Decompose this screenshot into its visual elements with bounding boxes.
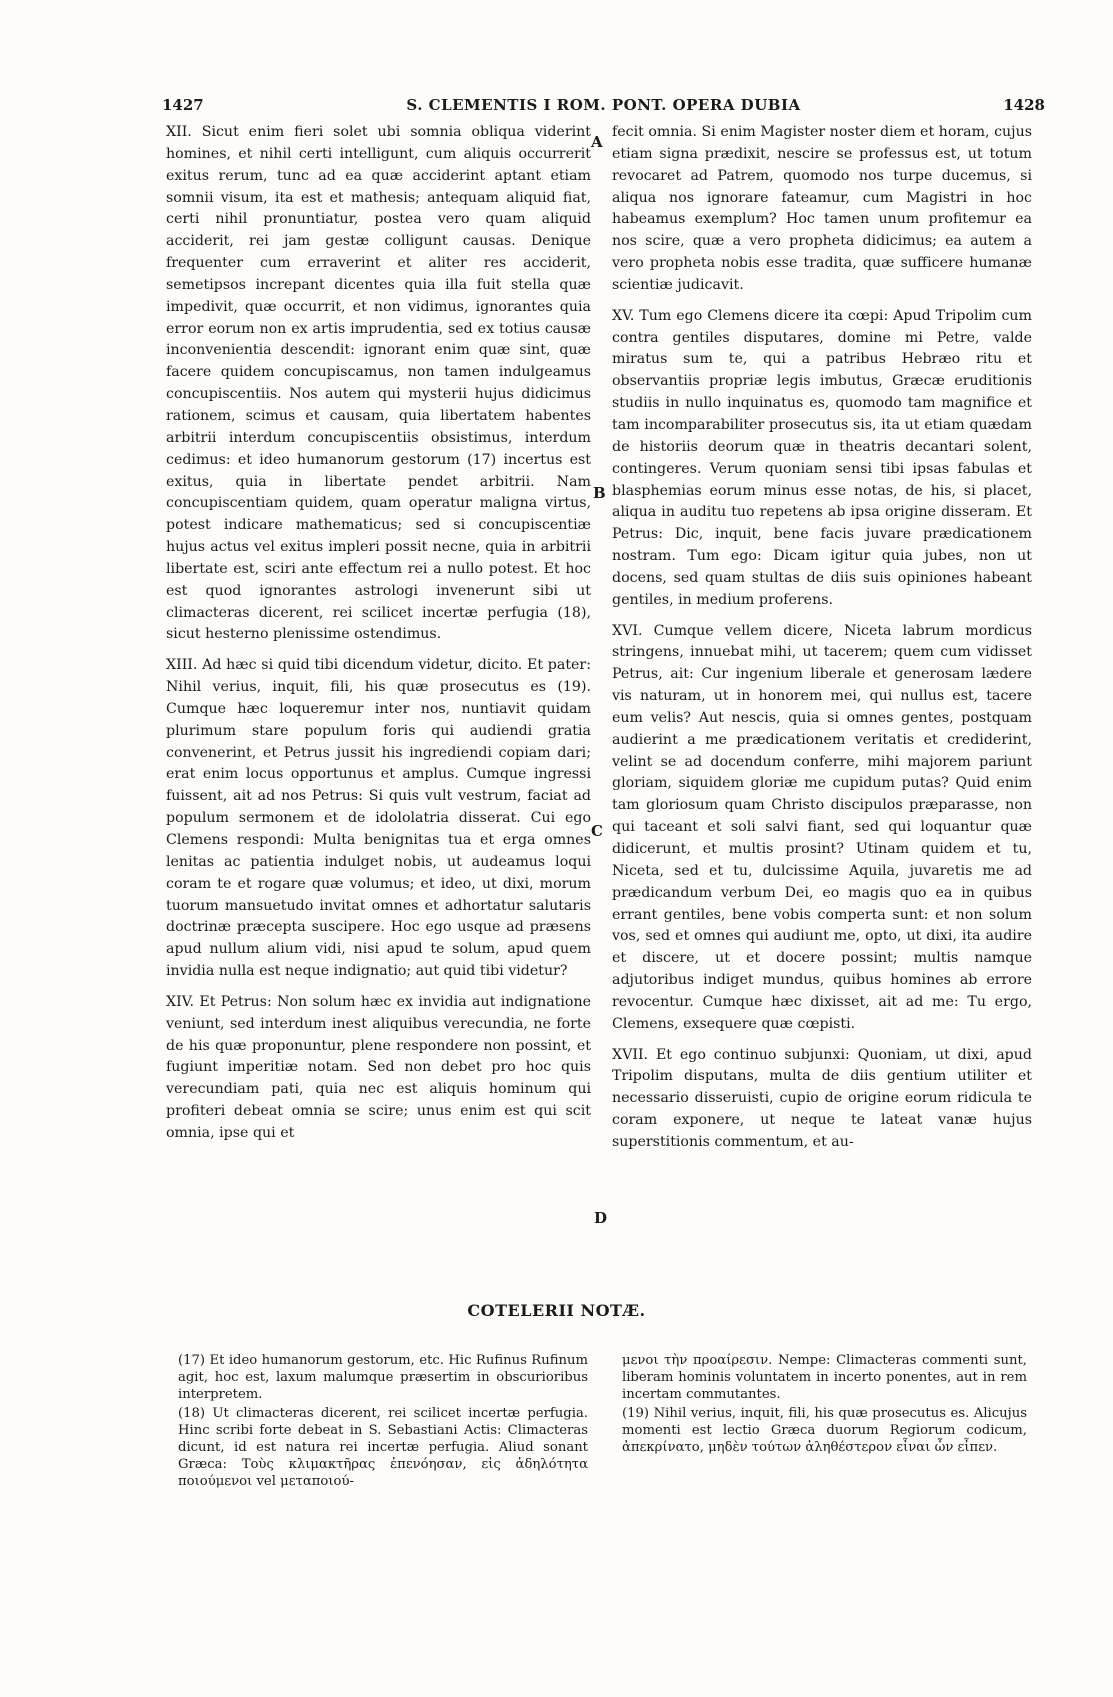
left-column bbox=[166, 122, 591, 1145]
section-xii: XII. Sicut enim fieri solet ubi somnia obliqua viderint homines, et nihil certi intelligunt, cum aliquis occurrerit exitus rerum, tunc ad ea quæ acciderint aptant etiam somnii visum, ita est et mathesis; antequam aliquid fiat, certi nihil pronuntiatur, postea vero quam aliquid acciderit, rei jam gestæ colligunt causas. Denique frequenter cum erraverint et aliter res acciderit, semetipsos increpant dicentes quia illa fuit stella quæ impedivit, quæ occurrit, et non vidimus, ignorantes quia error eorum non ex artis imprudentia, sed ex totius causæ inconvenientia descendit: ignorant enim quæ sint, quæ facere quidem concupiscamus, non tamen indulgeamus concupiscentiis. Nos autem qui mysterii hujus didicimus rationem, scimus et causam, quia libertatem habentes arbitrii interdum concupiscentiis obsistimus, interdum cedimus: et ideo humanorum gestorum (17) incertus est exitus, quia in libertate pendet arbitrii. Nam concupiscentiam quidem, quam operatur maligna virtus, potest indicare mathematicus; sed si concupiscentiæ hujus actus vel exitus impleri possit necne, quia in arbitrii libertate est, sciri ante effectum rei a nullo potest. Et hoc est quod ignorantes astrologi invenerunt sibi ut climacteras dicerent, rei scilicet incertæ perfugia (18), sicut hesterno plenissime ostendimus. bbox=[166, 124, 591, 643]
left-column-number: 1427 bbox=[162, 96, 204, 114]
section-xiv: XIV. Et Petrus: Non solum hæc ex invidia aut indignatione veniunt, sed interdum inest aliquibus verecundia, ne forte de his quæ proponuntur, plene respondere non possint, et fugiunt imperitiæ notam. Sed non debet pro hoc quis verecundiam pati, quia nec est aliquis hominum qui profiteri debeat omnia se scire; unus enim est qui scit omnia, ipse qui et bbox=[166, 993, 591, 1141]
margin-letter-b: B bbox=[593, 484, 606, 502]
note-18: (18) Ut climacteras dicerent, rei scilicet incertæ perfugia. Hinc scribi forte debeat in S. Sebastiani Actis: Climacteras dicunt, id est natura rei incertæ perfugia. Aliud sonant Græca: Τοὺς κλιμακτῆρας ἐπενόησαν, εἰς ἀδηλότητα ποιούμενοι vel μεταποιού- bbox=[178, 1406, 588, 1489]
note-18-continued: μενοι τὴν προαίρεσιν. Nempe: Climacteras commenti sunt, liberam hominis voluntatem in incerto ponentes, aut in rem incertam commutantes. bbox=[622, 1353, 1027, 1402]
section-xvi: XVI. Cumque vellem dicere, Niceta labrum mordicus stringens, innuebat mihi, ut tacerem; quem cum vidisset Petrus, ait: Cur ingenium liberale et generosam lædere vis naturam, ut in honorem mei, qui nullus est, tacere eum velis? Aut nescis, quia si omnes gentes, postquam audierint a me prædicationem veritatis et crediderint, velint se ad docendum conferre, mihi majorem pariunt gloriam, siquidem gloriæ me cupidum putas? Quid enim tam gloriosum quam Christo discipulos præparasse, non qui taceant et soli salvi fiant, sed qui loquantur quæ didicerunt, et multis prosint? Utinam quidem et tu, Niceta, sed et tu, dulcissime Aquila, juvaretis me ad prædicandum verbum Dei, eo magis quo ea in quibus errant gentiles, bene vobis comperta sunt: et non solum vos, sed et omnes qui audiunt me, opto, ut dixi, ita audire et discere, ut et docere possint; multis namque adjutoribus indiget mundus, quibus homines ab errore revocentur. Cumque hæc dixisset, ait ad me: Tu ergo, Clemens, exsequere quæ cœpisti. bbox=[612, 622, 1032, 1032]
margin-letter-c: C bbox=[591, 822, 603, 840]
margin-letter-a: A bbox=[591, 133, 603, 151]
running-title: S. CLEMENTIS I ROM. PONT. OPERA DUBIA bbox=[406, 96, 801, 114]
note-17: (17) Et ideo humanorum gestorum, etc. Hic Rufinus Rufinum agit, hoc est, laxum malumque præsertim in obscurioribus interpretem. bbox=[178, 1353, 588, 1402]
right-column bbox=[612, 122, 1032, 1154]
notes-right-column bbox=[622, 1352, 1027, 1456]
section-xiii: XIII. Ad hæc si quid tibi dicendum videtur, dicito. Et pater: Nihil verius, inquit, fili, his quæ prosecutus es (19). Cumque hæc loqueremur inter nos, nuntiavit quidam plurimum stare populum foris qui audiendi gratia convenerint, et Petrus jussit his ingrediendi copiam dari; erat enim locus opportunus et amplus. Cumque ingressi fuissent, ait ad nos Petrus: Si quis vult vestrum, faciat ad populum sermonem et de idololatria disserat. Cui ego Clemens respondi: Multa benignitas tua et erga omnes lenitas ac patientia indulget nobis, ut audeamus loqui coram te et rogare quæ volumus; et ideo, ut dixi, morum tuorum mansuetudo invitat omnes et adhortatur salutaris doctrinæ præcepta suscipere. Hoc ego usque ad præsens apud nullum alium vidi, nisi apud te solum, apud quem invidia nulla est neque indignatio; aut quid tibi videtur? bbox=[166, 657, 591, 980]
margin-letter-d: D bbox=[594, 1209, 608, 1227]
notes-heading: COTELERII NOTÆ. bbox=[467, 1301, 646, 1320]
notes-left-column bbox=[178, 1352, 588, 1490]
section-xv: XV. Tum ego Clemens dicere ita cœpi: Apud Tripolim cum contra gentiles disputares, domine mi Petre, valde miratus sum te, qui a patribus Hebræo ritu et observantiis propriæ legis imbutus, Græcæ eruditionis studiis in nullo inquinatus es, quomodo tam magnifice et tam incomparabiliter prosecutus sis, ita ut etiam quædam de historiis deorum quæ in theatris decantari solent, contingeres. Verum quoniam sensi tibi ipsas fabulas et blasphemias eorum minus esse notas, de his, si placet, aliqua in auditu tuo repetens ab ipsa origine disseram. Et Petrus: Dic, inquit, bene facis juvare prædicationem nostram. Tum ego: Dicam igitur quia jubes, non ut docens, sed quam stultas de diis suis opiniones habeant gentiles, in medium proferens. bbox=[612, 307, 1032, 608]
running-header bbox=[162, 96, 1045, 116]
section-xvii: XVII. Et ego continuo subjunxi: Quoniam, ut dixi, apud Tripolim disputans, multa de diis gentium utiliter et necessario disseruisti, cupio de origine eorum ridicula te coram exponere, ut neque te lateat vanæ hujus superstitionis commentum, et au- bbox=[612, 1046, 1032, 1150]
note-19: (19) Nihil verius, inquit, fili, his quæ prosecutus es. Alicujus momenti est lectio Græca duorum Regiorum codicum, ἀπεκρίνατο, μηδὲν τούτων ἀληθέστερον εἶναι ὧν εἶπεν. bbox=[622, 1406, 1027, 1455]
section-xiv-continued: fecit omnia. Si enim Magister noster diem et horam, cujus etiam signa prædixit, nescire se professus est, ut totum revocaret ad Patrem, quomodo nos turpe ducemus, si aliqua nos ignorare fateamur, cum Magistri in hoc habeamus exemplum? Hoc tamen unum profitemur ea nos scire, quæ a vero propheta didicimus; ea autem a vero propheta nobis esse tradita, quæ sufficere humanæ scientiæ judicavit. bbox=[612, 124, 1032, 293]
right-column-number: 1428 bbox=[1003, 96, 1045, 114]
